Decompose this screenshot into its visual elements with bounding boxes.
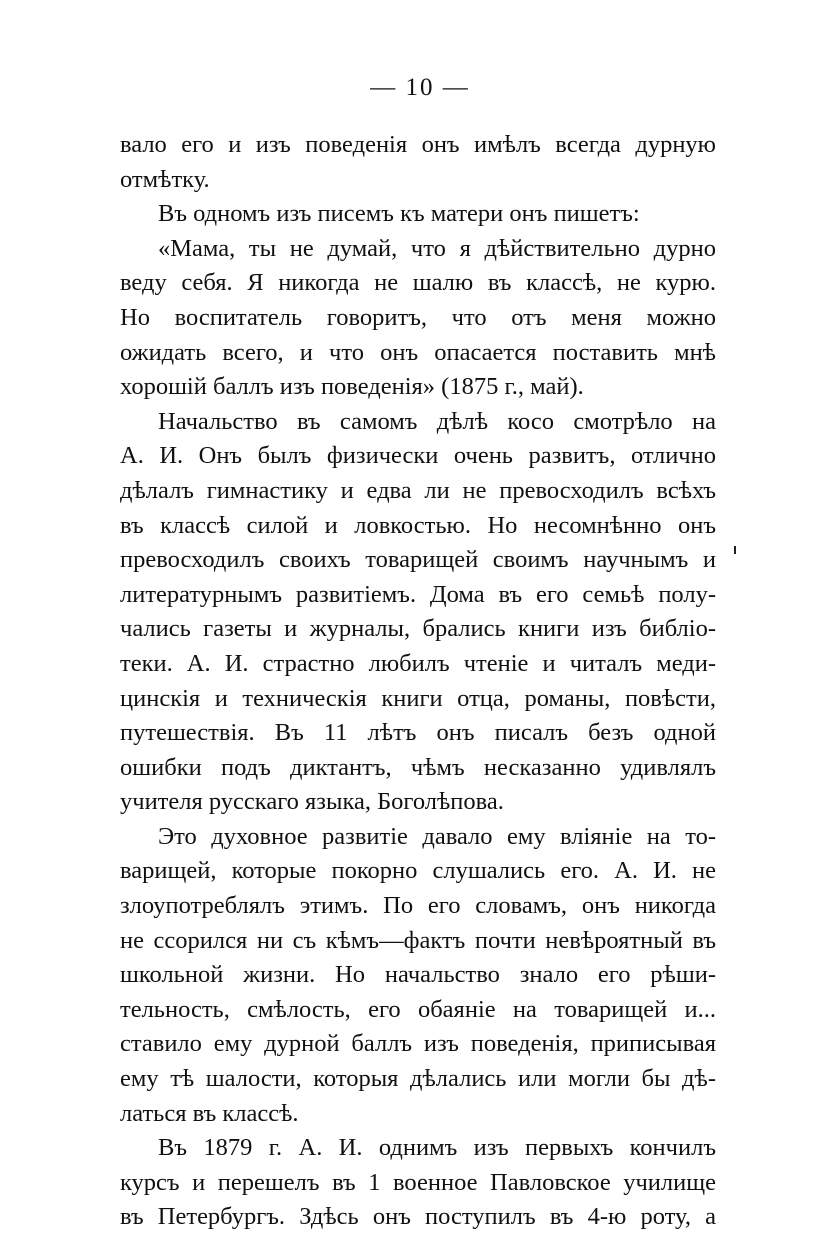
text-line: школьной жизни. Но начальство знало его рѣши- — [120, 961, 716, 989]
text-line: ему тѣ шалости, которыя дѣлались или могли бы дѣ- — [120, 1065, 716, 1093]
text-line: вало его и изъ поведенія онъ имѣлъ всегда дурную — [120, 131, 716, 158]
text-line: варищей, которые покорно слушались его. А. И. не — [120, 857, 716, 885]
text-line: А. И. Онъ былъ физически очень развитъ, отлично — [120, 442, 716, 470]
text-line: цинскія и техническія книги отца, романы, повѣсти, — [120, 684, 716, 712]
margin-mark — [734, 546, 736, 554]
text-line: тельность, смѣлость, его обаяніе на товарищей и... — [120, 995, 716, 1023]
text-line: Но воспитатель говоритъ, что отъ меня можно — [120, 303, 716, 331]
text-line: Это духовное развитіе давало ему вліяніе на то- — [158, 822, 716, 850]
page-number: — 10 — — [370, 74, 470, 101]
text-line: хорошій баллъ изъ поведенія» (1875 г., май). — [120, 373, 584, 401]
text-line: ожидать всего, и что онъ опасается поставить мнѣ — [120, 338, 716, 366]
text-line: литературнымъ развитіемъ. Дома въ его семьѣ полу- — [120, 580, 716, 608]
text-line: Начальство въ самомъ дѣлѣ косо смотрѣло на — [158, 407, 716, 435]
text-line: отмѣтку. — [120, 165, 210, 193]
text-line: въ классѣ силой и ловкостью. Но несомнѣнно онъ — [120, 511, 716, 539]
text-line: путешествія. Въ 11 лѣтъ онъ писалъ безъ одной — [120, 719, 716, 747]
text-line: Въ 1879 г. А. И. однимъ изъ первыхъ кончилъ — [158, 1134, 716, 1162]
text-line: курсъ и перешелъ въ 1 военное Павловское училище — [120, 1168, 716, 1196]
text-line: веду себя. Я никогда не шалю въ классѣ, не курю. — [120, 269, 716, 297]
text-line: злоупотреблялъ этимъ. По его словамъ, онъ никогда — [120, 892, 716, 920]
text-line: ставило ему дурной баллъ изъ поведенія, приписывая — [120, 1030, 716, 1058]
text-line: латься въ классѣ. — [120, 1099, 299, 1127]
text-line: «Мама, ты не думай, что я дѣйствительно дурно — [158, 234, 716, 262]
text-line: въ Петербургъ. Здѣсь онъ поступилъ въ 4-ю роту, а — [120, 1203, 716, 1231]
text-line: учителя русскаго языка, Боголѣпова. — [120, 788, 504, 816]
text-line: дѣлалъ гимнастику и едва ли не превосходилъ всѣхъ — [120, 476, 716, 504]
text-line: теки. А. И. страстно любилъ чтеніе и читалъ меди- — [120, 649, 716, 677]
text-line: Въ одномъ изъ писемъ къ матери онъ пишетъ: — [158, 200, 640, 228]
text-line: ошибки подъ диктантъ, чѣмъ несказанно удивлялъ — [120, 753, 716, 781]
text-line: чались газеты и журналы, брались книги изъ библіо- — [120, 615, 716, 643]
text-line: превосходилъ своихъ товарищей своимъ научнымъ и — [120, 546, 716, 574]
text-line: не ссорился ни съ кѣмъ—фактъ почти невѣроятный въ — [120, 926, 716, 954]
body-text — [120, 128, 716, 1235]
